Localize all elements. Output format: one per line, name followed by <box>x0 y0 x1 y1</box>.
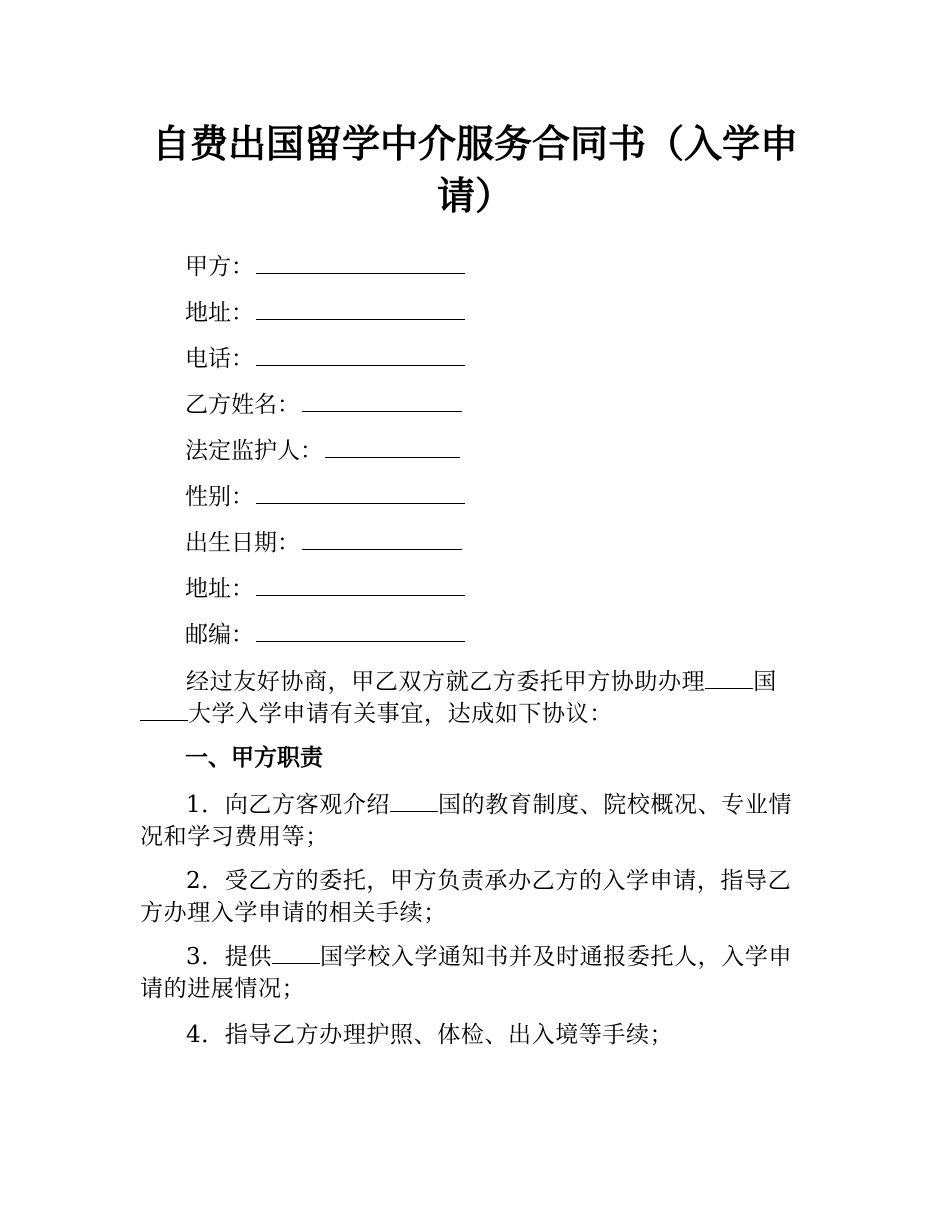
section-heading: 一、甲方职责 <box>185 745 323 771</box>
clause-text: 3．提供 <box>186 944 273 970</box>
field-party-b-name <box>185 386 465 432</box>
field-label: 乙方姓名： <box>185 392 300 418</box>
clause-item-3 <box>140 941 808 1005</box>
country-blank[interactable] <box>272 943 320 964</box>
fill-blank[interactable] <box>325 435 460 458</box>
fill-blank[interactable] <box>302 527 462 550</box>
party-info-fields <box>185 248 465 662</box>
university-blank[interactable] <box>140 700 188 721</box>
intro-paragraph <box>140 666 808 730</box>
field-gender <box>185 478 465 524</box>
field-postcode <box>185 616 465 662</box>
clause-item-4: 4．指导乙方办理护照、体检、出入境等手续； <box>186 1022 674 1048</box>
fill-blank[interactable] <box>256 343 465 366</box>
field-label: 邮编： <box>185 622 254 648</box>
clause-text: 国学校入学通知书并及时通报委托人，入学申请的进展情况； <box>140 944 793 1002</box>
intro-text: 经过友好协商，甲乙双方就乙方委托甲方协助办理 <box>186 669 706 695</box>
fill-blank[interactable] <box>302 389 462 412</box>
clause-item-1 <box>140 789 808 853</box>
fill-blank[interactable] <box>256 573 465 596</box>
field-party-a <box>185 248 465 294</box>
clause-item-2: 2．受乙方的委托，甲方负责承办乙方的入学申请，指导乙方办理入学申请的相关手续； <box>140 868 792 926</box>
field-label: 电话： <box>185 346 254 372</box>
fill-blank[interactable] <box>256 481 465 504</box>
field-birth-date <box>185 524 465 570</box>
field-label: 法定监护人： <box>185 438 323 464</box>
country-blank[interactable] <box>390 791 438 812</box>
intro-text: 国 <box>753 669 777 695</box>
clause-text: 国的教育制度、院校概况、专业情况和学习费用等； <box>140 792 793 850</box>
field-label: 出生日期： <box>185 530 300 556</box>
field-label: 甲方： <box>185 254 254 280</box>
clause-text: 1．向乙方客观介绍 <box>186 792 391 818</box>
field-label: 地址： <box>185 300 254 326</box>
field-address <box>185 294 465 340</box>
field-guardian <box>185 432 465 478</box>
field-phone <box>185 340 465 386</box>
fill-blank[interactable] <box>256 297 465 320</box>
document-title: 自费出国留学中介服务合同书（入学申请） <box>151 122 798 218</box>
intro-text: 大学入学申请有关事宜，达成如下协议： <box>188 701 613 727</box>
field-label: 性别： <box>185 484 254 510</box>
field-address-2 <box>185 570 465 616</box>
country-blank[interactable] <box>705 668 753 689</box>
field-label: 地址： <box>185 576 254 602</box>
fill-blank[interactable] <box>256 251 465 274</box>
fill-blank[interactable] <box>256 619 465 642</box>
